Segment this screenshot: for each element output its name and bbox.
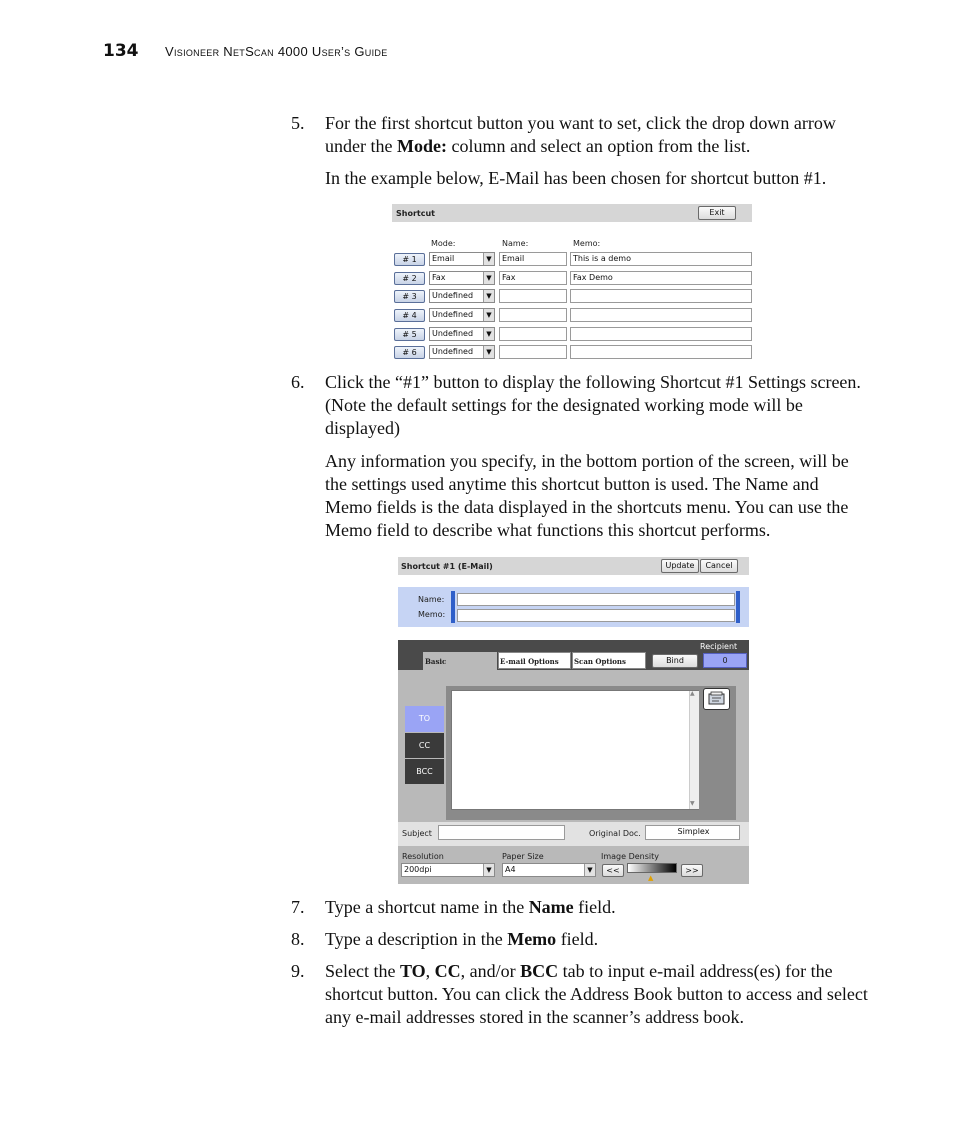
mode-value: Undefined: [432, 347, 474, 356]
step-text: field.: [556, 929, 599, 949]
memo-label: Memo:: [418, 610, 446, 619]
step-8: [291, 928, 871, 951]
step-text: For the first shortcut button you want to set, click the drop down arrow under the: [325, 113, 836, 156]
step-text: ,: [425, 961, 435, 981]
chevron-down-icon: ▼: [483, 272, 494, 284]
step-text: Type a shortcut name in the: [325, 897, 529, 917]
shortcut-4-button[interactable]: # 4: [394, 309, 425, 322]
chevron-down-icon: ▼: [483, 253, 494, 265]
name-field-2[interactable]: Fax: [499, 271, 567, 285]
step-text: column and select an option from the list.: [446, 136, 751, 156]
step-text: Select the: [325, 961, 400, 981]
step-bold: BCC: [520, 961, 559, 981]
paper-size-label: Paper Size: [502, 852, 544, 861]
chevron-down-icon: ▼: [584, 864, 595, 876]
subject-label: Subject: [402, 829, 432, 838]
step-bold: Memo: [507, 929, 557, 949]
mode-select-5[interactable]: [429, 327, 495, 341]
mode-select-3[interactable]: [429, 289, 495, 303]
tab-scan-options-label: Scan Options: [574, 657, 626, 666]
density-increase-button[interactable]: >>: [681, 864, 703, 877]
page-number: 134: [103, 41, 139, 61]
mode-value: Fax: [432, 273, 446, 282]
scroll-down-icon[interactable]: ▼: [690, 800, 695, 807]
step-7: [291, 896, 871, 919]
tab-cc[interactable]: CC: [405, 733, 444, 758]
address-book-button[interactable]: [703, 688, 730, 710]
name-field-5[interactable]: [499, 327, 567, 341]
mode-select-1[interactable]: [429, 252, 495, 266]
tab-to[interactable]: TO: [405, 706, 444, 732]
step-bold: CC: [434, 961, 461, 981]
step-number: 5.: [291, 113, 305, 133]
density-decrease-button[interactable]: <<: [602, 864, 624, 877]
panel-edge-right: [736, 591, 740, 623]
paper-size-value: A4: [505, 865, 516, 874]
name-field-6[interactable]: [499, 345, 567, 359]
step-5: [291, 112, 871, 158]
step-bold: TO: [399, 961, 426, 981]
address-book-icon: [704, 689, 729, 709]
step-text: field.: [573, 897, 616, 917]
subject-input[interactable]: [438, 825, 565, 840]
step-text: tab to input e-mail address(es) for the shortcut button. You can click the Address Book button to access and select any e-mail addresses stored in the scanner’s address book.: [325, 961, 868, 1027]
memo-input[interactable]: [457, 609, 735, 622]
mode-select-6[interactable]: [429, 345, 495, 359]
col-mode: Mode:: [431, 239, 456, 248]
resolution-select[interactable]: [401, 863, 495, 877]
shortcut-3-button[interactable]: # 3: [394, 290, 425, 303]
mode-value: Undefined: [432, 329, 474, 338]
chevron-down-icon: ▼: [483, 346, 494, 358]
update-button[interactable]: Update: [661, 559, 699, 573]
scroll-up-icon[interactable]: ▲: [690, 690, 695, 697]
recipient-label: Recipient: [700, 642, 738, 651]
density-scale: [627, 863, 677, 873]
panel-edge-left: [451, 591, 455, 623]
paper-size-select[interactable]: [502, 863, 596, 877]
image-density-label: Image Density: [601, 852, 660, 861]
step-bold: Mode:: [396, 136, 447, 156]
exit-button[interactable]: Exit: [698, 206, 736, 220]
chevron-down-icon: ▼: [483, 864, 494, 876]
step-9: [291, 960, 871, 1029]
memo-field-3[interactable]: [570, 289, 752, 303]
original-doc-field[interactable]: Simplex: [645, 825, 740, 840]
mode-value: Undefined: [432, 291, 474, 300]
step-text: , and/or: [460, 961, 521, 981]
step-bold: Name: [528, 897, 574, 917]
chevron-down-icon: ▼: [483, 328, 494, 340]
step-number: 8.: [291, 929, 305, 949]
name-field-3[interactable]: [499, 289, 567, 303]
settings-title: Shortcut #1 (E-Mail): [401, 562, 493, 571]
resolution-value: 200dpi: [404, 865, 432, 874]
bind-button[interactable]: Bind: [652, 654, 698, 668]
shortcut-6-button[interactable]: # 6: [394, 346, 425, 359]
chevron-down-icon: ▼: [483, 309, 494, 321]
step-5-note: In the example below, E-Mail has been chosen for shortcut button #1.: [325, 168, 827, 188]
col-memo: Memo:: [573, 239, 601, 248]
step-number: 6.: [291, 372, 305, 392]
mode-select-2[interactable]: [429, 271, 495, 285]
name-label: Name:: [418, 595, 445, 604]
memo-field-2[interactable]: Fax Demo: [570, 271, 752, 285]
step-text: Click the “#1” button to display the following Shortcut #1 Settings screen. (Note the default settings for the designated working mode will be displayed): [325, 372, 861, 438]
density-marker-icon: ▲: [648, 874, 654, 882]
tab-bcc[interactable]: BCC: [405, 759, 444, 784]
step-text: Type a description in the: [325, 929, 508, 949]
shortcut-5-button[interactable]: # 5: [394, 328, 425, 341]
memo-field-4[interactable]: [570, 308, 752, 322]
tab-basic-label: Basic: [425, 657, 447, 666]
chevron-down-icon: ▼: [483, 290, 494, 302]
original-doc-label: Original Doc.: [589, 829, 641, 838]
cancel-button[interactable]: Cancel: [700, 559, 738, 573]
mode-value: Undefined: [432, 310, 474, 319]
step-number: 7.: [291, 897, 305, 917]
resolution-label: Resolution: [402, 852, 444, 861]
recipient-count: 0: [703, 653, 747, 668]
name-field-4[interactable]: [499, 308, 567, 322]
shortcut-title: Shortcut: [396, 209, 435, 218]
mode-value: Email: [432, 254, 455, 263]
mode-select-4[interactable]: [429, 308, 495, 322]
address-scrollbar[interactable]: [689, 691, 699, 809]
shortcut-2-button[interactable]: # 2: [394, 272, 425, 285]
tab-email-options-label: E-mail Options: [500, 657, 559, 666]
name-field-1[interactable]: Email: [499, 252, 567, 266]
col-name: Name:: [502, 239, 529, 248]
step-6-note: Any information you specify, in the bottom portion of the screen, will be the settings used anytime this shortcut button is used. The Name and Memo fields is the data displayed in the shortcuts menu. You can use the Memo field to describe what functions this shortcut performs.: [325, 451, 849, 540]
memo-field-6[interactable]: [570, 345, 752, 359]
step-number: 9.: [291, 961, 305, 981]
address-textarea[interactable]: [451, 690, 699, 810]
name-input[interactable]: [457, 593, 735, 606]
running-title: Visioneer NetScan 4000 User’s Guide: [165, 44, 388, 59]
step-6: [291, 371, 871, 440]
page-header: [103, 41, 388, 61]
memo-field-5[interactable]: [570, 327, 752, 341]
memo-field-1[interactable]: This is a demo: [570, 252, 752, 266]
shortcut-1-button[interactable]: # 1: [394, 253, 425, 266]
